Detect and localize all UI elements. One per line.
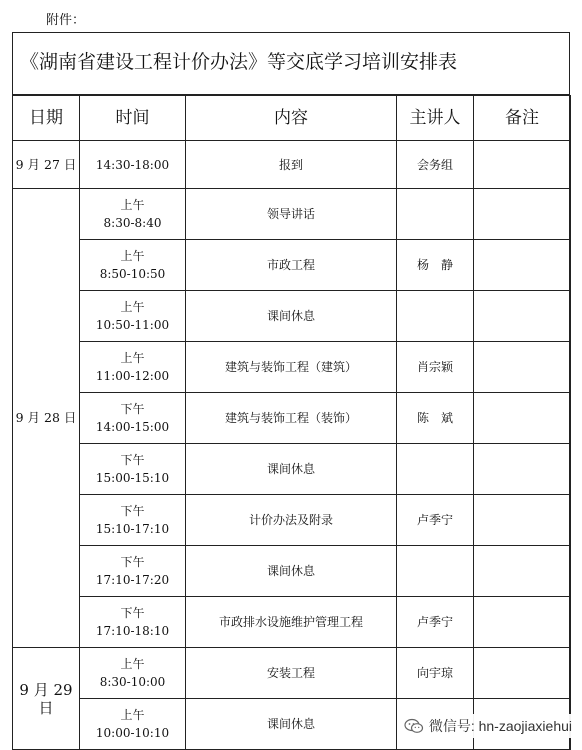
content-cell: 课间休息 (186, 699, 397, 750)
time-cell (80, 189, 186, 240)
content-cell: 课间休息 (186, 546, 397, 597)
time-range: 11:00-12:00 (95, 369, 170, 383)
schedule-table (12, 95, 571, 750)
note-cell (474, 291, 571, 342)
content-cell: 建筑与装饰工程（建筑） (186, 342, 397, 393)
page-title: 《湖南省建设工程计价办法》等交底学习培训安排表 (12, 32, 570, 95)
attachment-label: 附件： (46, 13, 86, 28)
period-label: 下午 (120, 606, 145, 620)
time-cell (80, 291, 186, 342)
header-note: 备注 (474, 96, 571, 141)
content-cell: 市政工程 (186, 240, 397, 291)
period-label: 下午 (120, 402, 145, 416)
note-cell (474, 597, 571, 648)
speaker-cell: 卢季宁 (397, 597, 474, 648)
wechat-icon (404, 718, 424, 734)
date-cell: 9 月 29 日 (13, 648, 80, 750)
content-cell: 课间休息 (186, 291, 397, 342)
time-cell (80, 240, 186, 291)
header-time: 时间 (80, 96, 186, 141)
speaker-cell: 卢季宁 (397, 495, 474, 546)
speaker-cell: 会务组 (397, 141, 474, 189)
time-cell (80, 546, 186, 597)
speaker-cell (397, 189, 474, 240)
note-cell (474, 342, 571, 393)
time-range: 8:50-10:50 (99, 267, 166, 281)
note-cell (474, 189, 571, 240)
speaker-cell: 杨 静 (397, 240, 474, 291)
content-cell: 课间休息 (186, 444, 397, 495)
table-row (13, 546, 571, 597)
speaker-cell (397, 291, 474, 342)
period-label: 上午 (120, 657, 145, 671)
time-cell (80, 648, 186, 699)
time-cell (80, 444, 186, 495)
table-row (13, 495, 571, 546)
time-range: 8:30-10:00 (99, 675, 166, 689)
time-cell (80, 597, 186, 648)
note-cell (474, 141, 571, 189)
period-label: 上午 (120, 708, 145, 722)
note-cell (474, 393, 571, 444)
note-cell (474, 546, 571, 597)
time-range: 10:50-11:00 (95, 318, 170, 332)
table-row (13, 444, 571, 495)
content-cell: 安装工程 (186, 648, 397, 699)
time-cell (80, 495, 186, 546)
time-range: 17:10-17:20 (95, 573, 170, 587)
speaker-cell: 向宇琼 (397, 648, 474, 699)
time-range: 15:00-15:10 (95, 471, 170, 485)
period-label: 下午 (120, 453, 145, 467)
content-cell: 领导讲话 (186, 189, 397, 240)
note-cell (474, 444, 571, 495)
time-range: 8:30-8:40 (103, 216, 162, 230)
header-speaker: 主讲人 (397, 96, 474, 141)
time-range: 15:10-17:10 (95, 522, 170, 536)
speaker-cell: 肖宗颖 (397, 342, 474, 393)
table-row (13, 393, 571, 444)
time-cell (80, 393, 186, 444)
period-label: 上午 (120, 300, 145, 314)
header-row (13, 96, 571, 141)
note-cell (474, 495, 571, 546)
speaker-cell: 陈 斌 (397, 393, 474, 444)
table-row (13, 342, 571, 393)
speaker-cell (397, 444, 474, 495)
time-range: 14:00-15:00 (95, 420, 170, 434)
table-row (13, 141, 571, 189)
speaker-cell (397, 546, 474, 597)
watermark-text: 微信号: hn-zaojiaxiehui (428, 718, 572, 734)
time-range: 10:00-10:10 (95, 726, 170, 740)
time-cell (80, 699, 186, 750)
watermark (400, 714, 574, 738)
period-label: 下午 (120, 555, 145, 569)
period-label: 上午 (120, 351, 145, 365)
note-cell (474, 648, 571, 699)
period-label: 上午 (120, 198, 145, 212)
time-cell (80, 342, 186, 393)
table-row (13, 291, 571, 342)
time-range: 17:10-18:10 (95, 624, 170, 638)
time-range: 14:30-18:00 (95, 157, 170, 172)
period-label: 下午 (120, 504, 145, 518)
period-label: 上午 (120, 249, 145, 263)
table-row (13, 648, 571, 699)
content-cell: 计价办法及附录 (186, 495, 397, 546)
note-cell (474, 240, 571, 291)
content-cell: 市政排水设施维护管理工程 (186, 597, 397, 648)
table-row (13, 240, 571, 291)
content-cell: 建筑与装饰工程（装饰） (186, 393, 397, 444)
date-cell: 9 月 27 日 (13, 141, 80, 189)
header-date: 日期 (13, 96, 80, 141)
date-cell: 9 月 28 日 (13, 189, 80, 648)
table-row (13, 597, 571, 648)
time-cell (80, 141, 186, 189)
header-content: 内容 (186, 96, 397, 141)
table-row (13, 189, 571, 240)
content-cell: 报到 (186, 141, 397, 189)
